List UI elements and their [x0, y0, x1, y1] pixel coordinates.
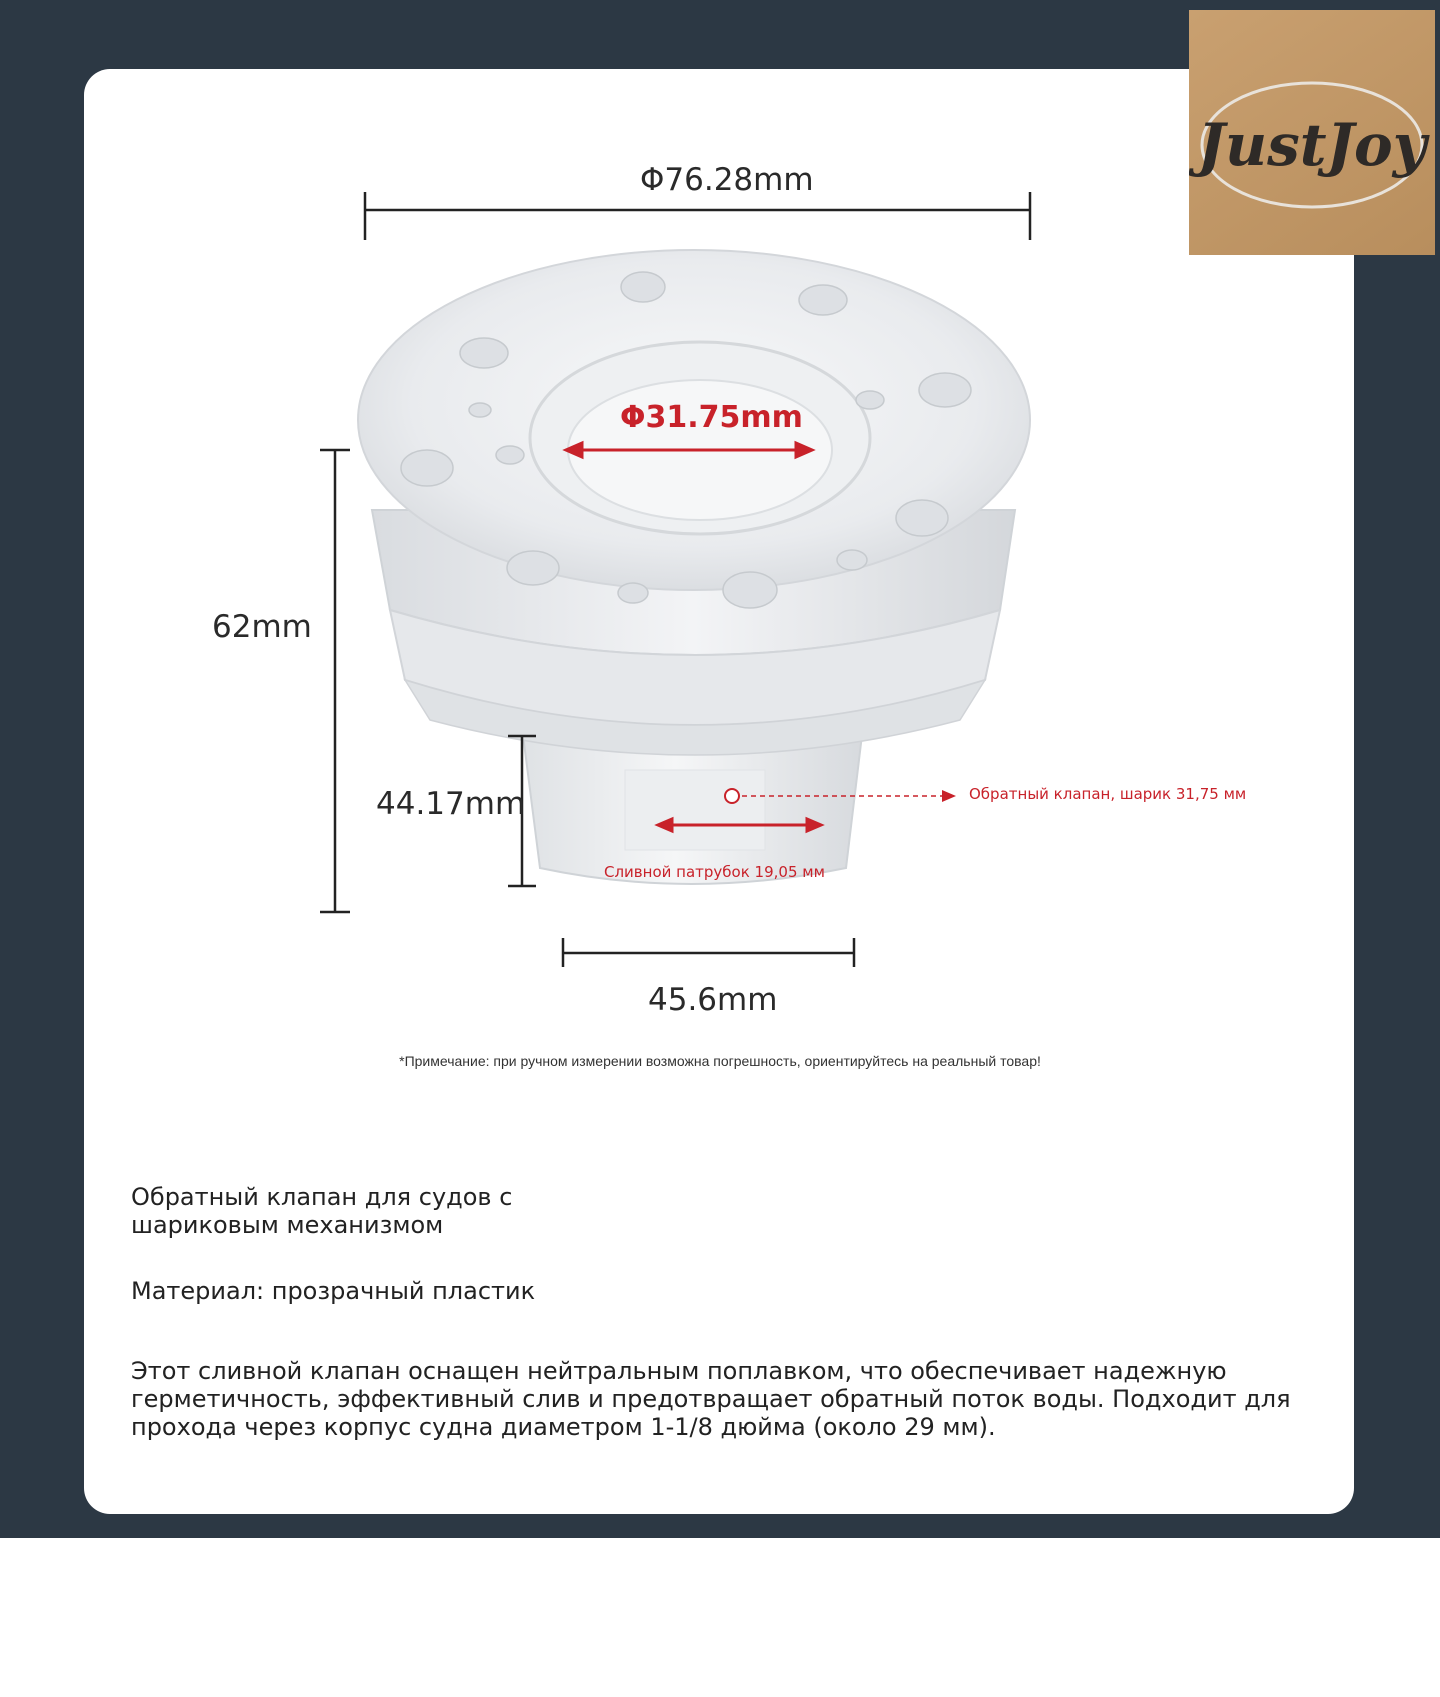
dimension-top-diameter: [365, 192, 1030, 240]
product-material: Материал: прозрачный пластик: [131, 1277, 536, 1305]
product-description-line-2: герметичность, эффективный слив и предотвращает обратный поток воды. Подходит для: [131, 1385, 1291, 1413]
brand-logo-mark: [1189, 10, 1435, 255]
dimension-bottom-width: [563, 938, 854, 967]
product-title-line-1: Обратный клапан для судов с: [131, 1183, 513, 1211]
product-title-line-2: шариковым механизмом: [131, 1211, 444, 1239]
label-lower-height: 44.17mm: [376, 786, 526, 822]
drain-tube: [523, 735, 862, 884]
brand-logo: [1189, 10, 1435, 255]
product-description-line-1: Этот сливной клапан оснащен нейтральным поплавком, что обеспечивает надежную: [131, 1357, 1227, 1385]
measurement-note: *Примечание: при ручном измерении возможна погрешность, ориентируйтесь на реальный товар!: [399, 1053, 1041, 1069]
brand-logo-text: JustJoy: [1197, 111, 1427, 179]
dimension-total-height: [320, 450, 350, 912]
product-description-line-3: прохода через корпус судна диаметром 1-1/8 дюйма (около 29 мм).: [131, 1413, 996, 1441]
label-top-diameter: Φ76.28mm: [640, 162, 814, 198]
callout-drain-label: Сливной патрубок 19,05 мм: [604, 863, 825, 881]
label-inner-diameter: Φ31.75mm: [620, 400, 803, 435]
callout-ball-label: Обратный клапан, шарик 31,75 мм: [969, 785, 1247, 803]
label-total-height: 62mm: [212, 609, 312, 645]
label-bottom-width: 45.6mm: [648, 982, 778, 1018]
